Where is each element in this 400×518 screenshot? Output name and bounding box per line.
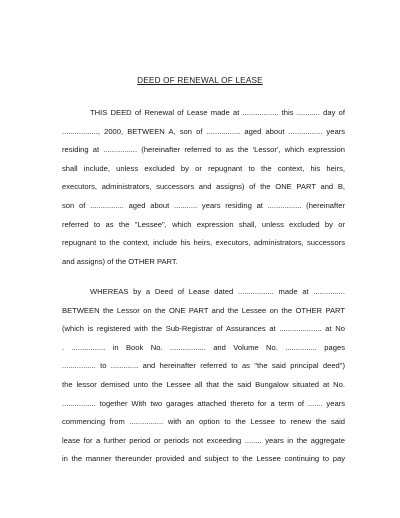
paragraph-line: repugnant to the context, include his heirs, executors, administrators, successors	[62, 238, 345, 248]
paragraph-line: son of ................ aged about ........... years residing at ................ (hereinafter	[62, 200, 345, 210]
paragraph-line: . ................ in Book No. ................. and Volume No. ............... pages	[62, 342, 345, 352]
paragraph-line: shall include, unless excluded by or repugnant to the context, his heirs,	[62, 163, 345, 173]
document-title: DEED OF RENEWAL OF LEASE	[137, 76, 263, 85]
paragraph-line: commencing from ................ with an option to the Lessee to renew the said	[62, 417, 345, 427]
paragraph-line: THIS DEED of Renewal of Lease made at ................. this ........... day of	[90, 108, 345, 117]
paragraph-line: BETWEEN the Lessor on the ONE PART and the Lessee on the OTHER PART	[62, 305, 345, 315]
paragraph-line: in the manner thereunder provided and subject to the Lessee continuing to pay	[62, 454, 345, 464]
paragraph-line: ................ together With two garages attached thereto for a term of ....... years	[62, 398, 345, 408]
paragraph-line: (which is registered with the Sub-Registrar of Assurances at .................... at No	[62, 324, 345, 334]
recital-paragraph-parties	[62, 104, 345, 271]
paragraph-line: executors, administrators, successors and assigns) of the ONE PART and B,	[62, 182, 345, 192]
paragraph-line: residing at ................ (hereinafter referred to as the 'Lessor', which expression	[62, 145, 345, 155]
paragraph-line: ................., 2000, BETWEEN A, son of ................ aged about ................ years	[62, 126, 345, 136]
paragraph-line: lease for a further period or periods not exceeding ........ years in the aggregate	[62, 435, 345, 445]
paragraph-line: referred to as the "Lessee", which expression shall, unless excluded by or	[62, 219, 345, 229]
paragraph-line: ................ to ............. and hereinafter referred to as "the said principal deed")	[62, 361, 345, 371]
paragraph-line: WHEREAS by a Deed of Lease dated ................. made at ...............	[90, 287, 345, 296]
paragraph-line: and assigns) of the OTHER PART.	[62, 256, 178, 266]
recital-paragraph-whereas	[62, 283, 345, 469]
paragraph-line: the lessor demised unto the Lessee all that the said Bungalow situated at No.	[62, 379, 345, 389]
